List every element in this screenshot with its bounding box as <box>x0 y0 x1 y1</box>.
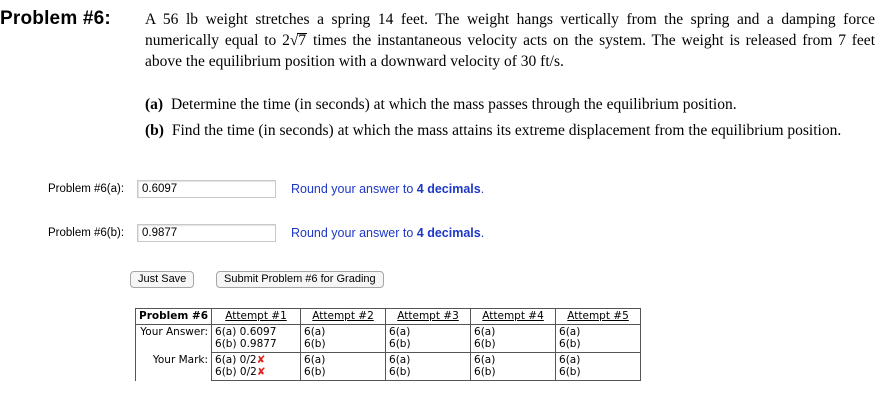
attempts-corner: Problem #6 <box>136 309 212 325</box>
mark-line: 6(a) <box>474 354 496 366</box>
mark-line: 6(b) <box>389 366 411 378</box>
sqrt-argument: 7 <box>298 32 307 49</box>
wrong-x-icon: ✘ <box>256 354 266 366</box>
mark-line: 6(b) <box>304 366 326 378</box>
answer-line: 6(b) 0.9877 <box>215 338 277 350</box>
answer-line: 6(a) <box>559 326 581 338</box>
part-a-text: Determine the time (in seconds) at which the mass passes through the equilibrium position. <box>170 96 737 113</box>
hint-a-suffix: . <box>480 182 485 196</box>
answer-line: 6(a) <box>304 326 326 338</box>
answer-b-hint <box>291 226 484 240</box>
part-a-question <box>145 96 737 114</box>
answer-line: 6(b) <box>389 338 411 350</box>
part-b-text: Find the time (in seconds) at which the mass attains its extreme displacement from the equilibrium position. <box>171 122 842 139</box>
answer-a-hint <box>291 182 484 196</box>
mark-line: 6(b) <box>474 366 496 378</box>
attempt-4-answer <box>471 325 556 353</box>
answer-line: 6(a) <box>389 326 411 338</box>
answer-line: 6(b) <box>559 338 581 350</box>
mark-line: 6(a) <box>389 354 411 366</box>
attempt-5-answer <box>556 325 641 353</box>
attempt-2-header: Attempt #2 <box>301 309 386 325</box>
answer-a-label: Problem #6(a): <box>48 183 125 195</box>
attempt-1-answer <box>212 325 301 353</box>
part-a-label: (a) <box>145 96 164 113</box>
answer-line: 6(b) <box>304 338 326 350</box>
wrong-x-icon: ✘ <box>256 366 266 378</box>
attempt-2-answer <box>301 325 386 353</box>
hint-a-bold: 4 decimals <box>416 182 481 196</box>
attempt-1-mark <box>212 353 301 381</box>
attempts-table <box>135 308 641 381</box>
attempt-3-answer <box>386 325 471 353</box>
mark-line: 6(a) <box>559 354 581 366</box>
answer-line: 6(b) <box>474 338 496 350</box>
attempts-header-row <box>136 309 641 325</box>
attempt-5-mark <box>556 353 641 381</box>
mark-line: 6(b) <box>559 366 581 378</box>
attempt-5-header: Attempt #5 <box>556 309 641 325</box>
hint-b-suffix: . <box>480 226 485 240</box>
attempt-3-header: Attempt #3 <box>386 309 471 325</box>
answer-b-label: Problem #6(b): <box>48 227 125 239</box>
answer-line: 6(a) 0.6097 <box>215 326 277 338</box>
your-answer-label: Your Answer: <box>136 325 212 353</box>
problem-statement: A 56 lb weight stretches a spring 14 feet. The weight hangs vertically from the spring and a damping force numerically equal to 2√7 times the instantaneous velocity acts on the system. The weight is released from 7 feet above the equilibrium position with a downward velocity of 30 ft/s. <box>145 11 875 70</box>
mark-line: 6(a) <box>304 354 326 366</box>
part-b-label: (b) <box>145 122 164 139</box>
problem-title: Problem #6: <box>0 8 111 29</box>
your-answer-row <box>136 325 641 353</box>
attempt-2-mark <box>301 353 386 381</box>
your-mark-row <box>136 353 641 381</box>
hint-a-prefix: Round your answer to <box>291 182 417 196</box>
submit-grading-button[interactable]: Submit Problem #6 for Grading <box>216 271 384 288</box>
attempt-1-header: Attempt #1 <box>212 309 301 325</box>
just-save-button[interactable]: Just Save <box>130 271 194 288</box>
hint-b-bold: 4 decimals <box>416 226 481 240</box>
attempt-4-mark <box>471 353 556 381</box>
answer-b-input[interactable]: 0.9877 <box>137 224 276 242</box>
mark-line-a <box>215 354 297 366</box>
mark-text: 6(a) 0/2 <box>215 354 257 366</box>
answer-a-input[interactable]: 0.6097 <box>137 180 276 198</box>
hint-b-prefix: Round your answer to <box>291 226 417 240</box>
mark-text: 6(b) 0/2 <box>215 366 257 378</box>
problem-text-end: times the instantaneous velocity acts on the system. The weight is released from 7 feet above the equilibrium position with a downward velocity of 30 ft/s. <box>145 32 875 70</box>
attempt-4-header: Attempt #4 <box>471 309 556 325</box>
mark-line-b <box>215 366 297 378</box>
problem-text-start: A 56 lb weight stretches a spring 14 feet. The weight hangs vertically from the spring and a damping force numerically equal to 2 <box>145 11 875 49</box>
part-b-question <box>145 122 841 140</box>
answer-line: 6(a) <box>474 326 496 338</box>
attempt-3-mark <box>386 353 471 381</box>
your-mark-label: Your Mark: <box>136 353 212 381</box>
